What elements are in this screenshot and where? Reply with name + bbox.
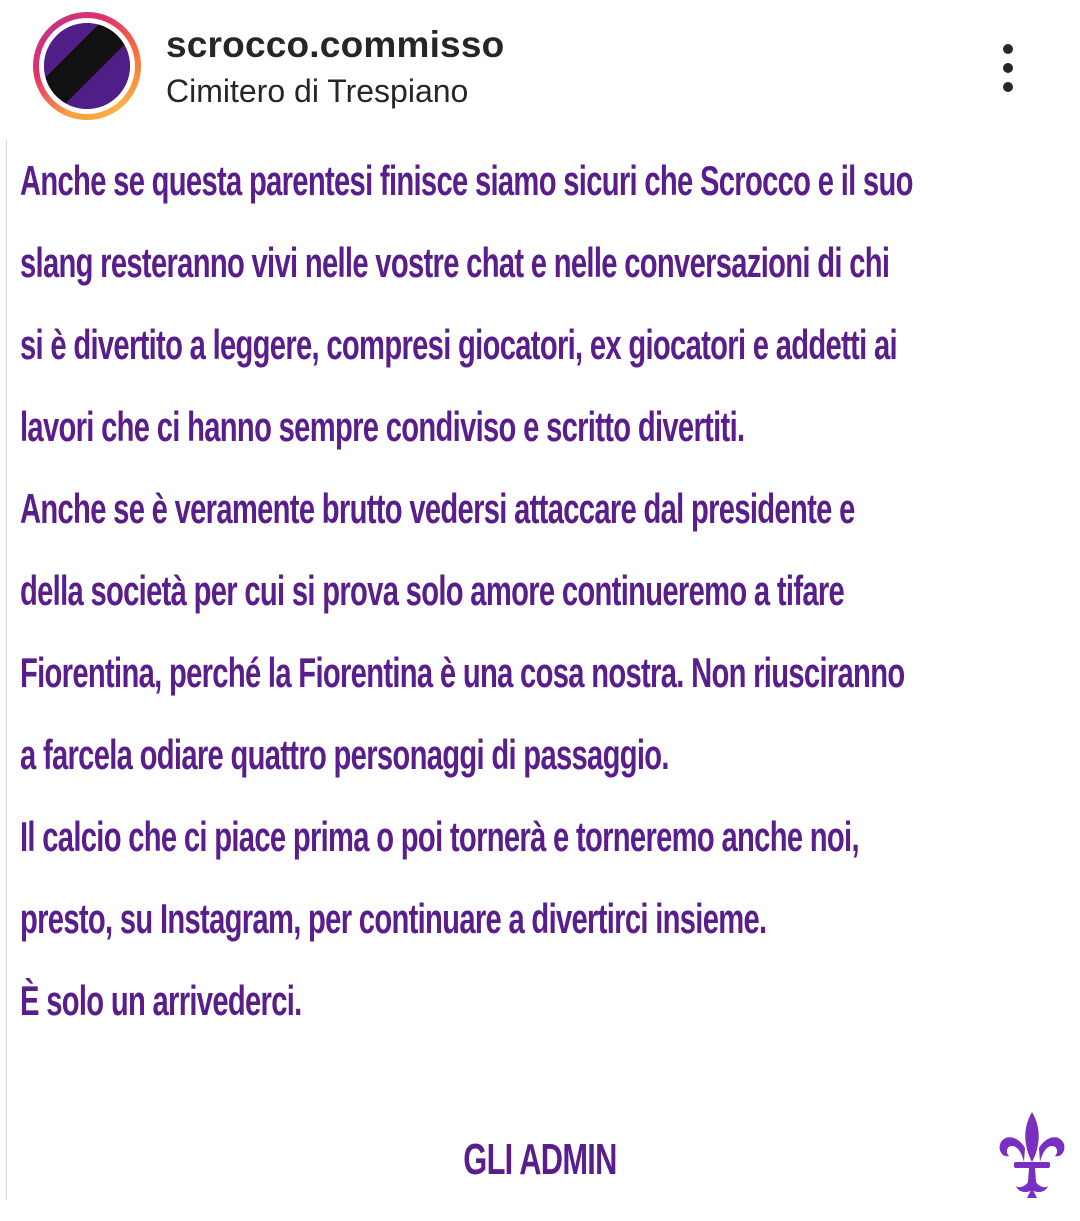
message-line: della società per cui si prova solo amore continueremo a tifare [20,567,845,614]
username[interactable]: scrocco.commisso [166,24,505,65]
signature: GLI ADMIN [463,1135,617,1184]
message-line: Il calcio che ci piace prima o poi tornerà e torneremo anche noi, [20,813,859,860]
message-line: Anche se questa parentesi finisce siamo sicuri che Scrocco e il suo [20,157,913,204]
avatar-image [44,23,130,109]
post-image[interactable] [0,140,1080,1221]
message-line: Anche se è veramente brutto vedersi attaccare dal presidente e [20,485,855,532]
mourning-ribbon-icon [44,23,130,109]
post-message [20,140,1075,1042]
avatar[interactable] [33,12,141,120]
message-line: presto, su Instagram, per continuare a divertirci insieme. [20,895,767,942]
more-options-button[interactable] [986,38,1030,98]
message-line: slang resteranno vivi nelle vostre chat e nelle conversazioni di chi [20,239,890,286]
post-header [0,0,1080,140]
message-line: Fiorentina, perché la Fiorentina è una cosa nostra. Non riusciranno [20,649,905,696]
message-line: È solo un arrivederci. [20,977,302,1024]
more-vertical-icon [1003,44,1013,54]
fleur-de-lis-icon [996,1108,1068,1198]
message-line: a farcela odiare quattro personaggi di passaggio. [20,731,669,778]
message-line: si è divertito a leggere, compresi giocatori, ex giocatori e addetti ai [20,321,897,368]
message-line: lavori che ci hanno sempre condiviso e scritto divertiti. [20,403,745,450]
location[interactable]: Cimitero di Trespiano [166,73,469,109]
